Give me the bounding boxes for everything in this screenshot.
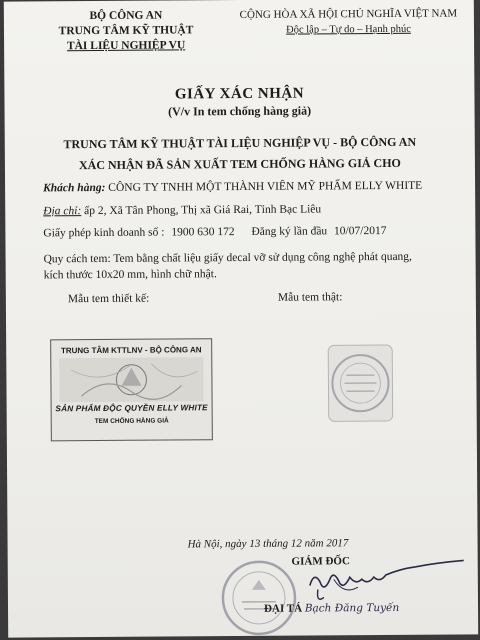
license-label: Giấy phép kinh doanh số : bbox=[43, 226, 165, 240]
signatory bbox=[264, 602, 399, 615]
spec-line1: Quy cách tem: Tem bằng chất liệu giấy decal vỡ sử dụng công nghệ phát quang, bbox=[43, 250, 412, 266]
document-subtitle: (V/v In tem chống hàng giả) bbox=[167, 103, 312, 119]
stamp-sub-text: TEM CHỐNG HÀNG GIẢ bbox=[94, 417, 169, 426]
customer-label: Khách hàng: bbox=[43, 181, 106, 195]
signature-date: Hà Nội, ngày 13 tháng 12 năm 2017 bbox=[187, 537, 349, 551]
stamp-top-text: TRUNG TÂM KTTLNV - BỘ CÔNG AN bbox=[60, 345, 202, 356]
header-ministry: BỘ CÔNG AN bbox=[89, 9, 163, 23]
address-value: ấp 2, Xã Tân Phong, Thị xã Giá Rai, Tỉnh Bạc Liêu bbox=[84, 203, 322, 218]
issuer-line: TRUNG TÂM KỸ THUẬT TÀI LIỆU NGHIỆP VỤ - BỘ CÔNG AN bbox=[63, 134, 417, 152]
sample-design-label: Mẫu tem thiết kế: bbox=[67, 292, 150, 306]
sample-real-label: Mẫu tem thật: bbox=[277, 291, 343, 304]
stamp-emblem-graphic bbox=[51, 355, 211, 404]
national-title: CỘNG HÒA XÃ HỘI CHỦ NGHĨA VIỆT NAM bbox=[239, 7, 458, 22]
header-center-line1: TRUNG TÂM KỸ THUẬT bbox=[58, 24, 194, 38]
document-title: GIẤY XÁC NHẬN bbox=[174, 85, 305, 103]
customer-value: CÔNG TY TNHH MỘT THÀNH VIÊN MỸ PHẨM ELLY WHITE bbox=[108, 179, 423, 194]
signatory-name: Bạch Đăng Tuyến bbox=[304, 601, 400, 615]
spec-line2: kích thước 10x20 mm, hình chữ nhật. bbox=[43, 268, 217, 282]
signatory-rank: ĐẠI TÁ bbox=[263, 602, 303, 615]
register-value: 10/07/2017 bbox=[333, 224, 387, 238]
register-label: Đăng ký lần đầu bbox=[251, 225, 328, 238]
customer-row bbox=[43, 180, 422, 195]
stamp-sample-box bbox=[50, 338, 213, 441]
handwritten-signature-icon bbox=[304, 558, 474, 607]
header-center-line2: TÀI LIỆU NGHIỆP VỤ bbox=[66, 39, 186, 53]
confirmation-line: XÁC NHẬN ĐÃ SẢN XUẤT TEM CHỐNG HÀNG GIẢ CHO bbox=[78, 155, 401, 173]
header-organization bbox=[26, 8, 226, 54]
license-row bbox=[43, 225, 386, 239]
address-row bbox=[43, 203, 321, 217]
header-national bbox=[226, 6, 471, 38]
national-motto: Độc lập – Tự do – Hạnh phúc bbox=[286, 23, 411, 36]
stamp-brand-text: SẢN PHẨM ĐỘC QUYỀN ELLY WHITE bbox=[55, 403, 208, 414]
address-label: Địa chỉ: bbox=[43, 205, 82, 218]
real-stamp-seal bbox=[324, 339, 397, 428]
license-value: 1900 630 172 bbox=[171, 226, 235, 239]
signature-role: GIÁM ĐỐC bbox=[291, 555, 350, 568]
official-seal-icon bbox=[214, 556, 305, 637]
document-page bbox=[4, 0, 478, 638]
